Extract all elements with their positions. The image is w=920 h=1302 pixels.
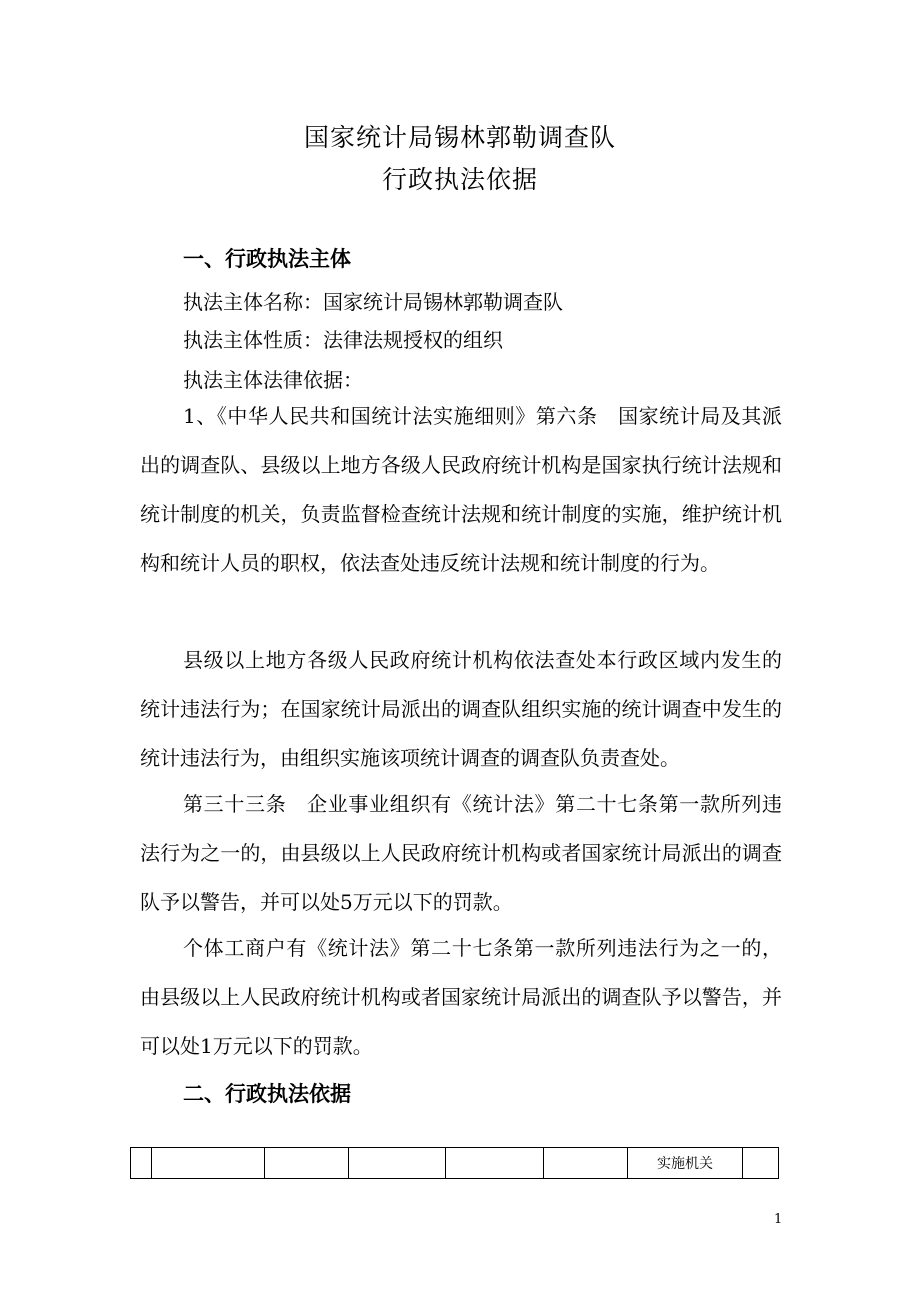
section-heading-enforcement-subject: 一、行政执法主体 xyxy=(183,247,351,271)
table-cell xyxy=(152,1148,265,1179)
legal-basis-label: 执法主体法律依据： xyxy=(183,368,363,392)
document-subtitle: 行政执法依据 xyxy=(381,165,538,194)
table-cell xyxy=(446,1148,544,1179)
table-cell xyxy=(743,1148,779,1179)
section-heading-enforcement-basis: 二、行政执法依据 xyxy=(183,1082,351,1106)
table-header-implementing-agency: 实施机关 xyxy=(628,1148,743,1179)
paragraph-individual-business: 个体工商户有《统计法》第二十七条第一款所列违法行为之一的，由县级以上人民政府统计机构或者国家统计局派出的调查队予以警告，并可以处1万元以下的罚款。 xyxy=(140,936,782,1058)
table-cell xyxy=(349,1148,446,1179)
subject-nature-line: 执法主体性质：法律法规授权的组织 xyxy=(183,328,503,352)
table-cell xyxy=(131,1148,152,1179)
page-number: 1 xyxy=(774,1212,783,1227)
table-cell xyxy=(265,1148,349,1179)
paragraph-article-6: 1、《中华人民共和国统计法实施细则》第六条 国家统计局及其派出的调查队、县级以上地方各级人民政府统计机构是国家执行统计法规和统计制度的机关，负责监督检查统计法规和统计制度的实施，维护统计机构和统计人员的职权，依法查处违反统计法规和统计制度的行为。 xyxy=(140,404,782,575)
document-title: 国家统计局锡林郭勒调查队 xyxy=(303,123,616,152)
table-cell xyxy=(544,1148,628,1179)
enforcement-basis-table xyxy=(130,1147,779,1179)
paragraph-local-jurisdiction: 县级以上地方各级人民政府统计机构依法查处本行政区域内发生的统计违法行为；在国家统计局派出的调查队组织实施的统计调查中发生的统计违法行为，由组织实施该项统计调查的调查队负责查处。 xyxy=(140,648,782,770)
paragraph-article-33: 第三十三条 企业事业组织有《统计法》第二十七条第一款所列违法行为之一的，由县级以上人民政府统计机构或者国家统计局派出的调查队予以警告，并可以处5万元以下的罚款。 xyxy=(140,792,782,914)
table-row xyxy=(131,1148,779,1179)
subject-name-line: 执法主体名称：国家统计局锡林郭勒调查队 xyxy=(183,290,563,314)
